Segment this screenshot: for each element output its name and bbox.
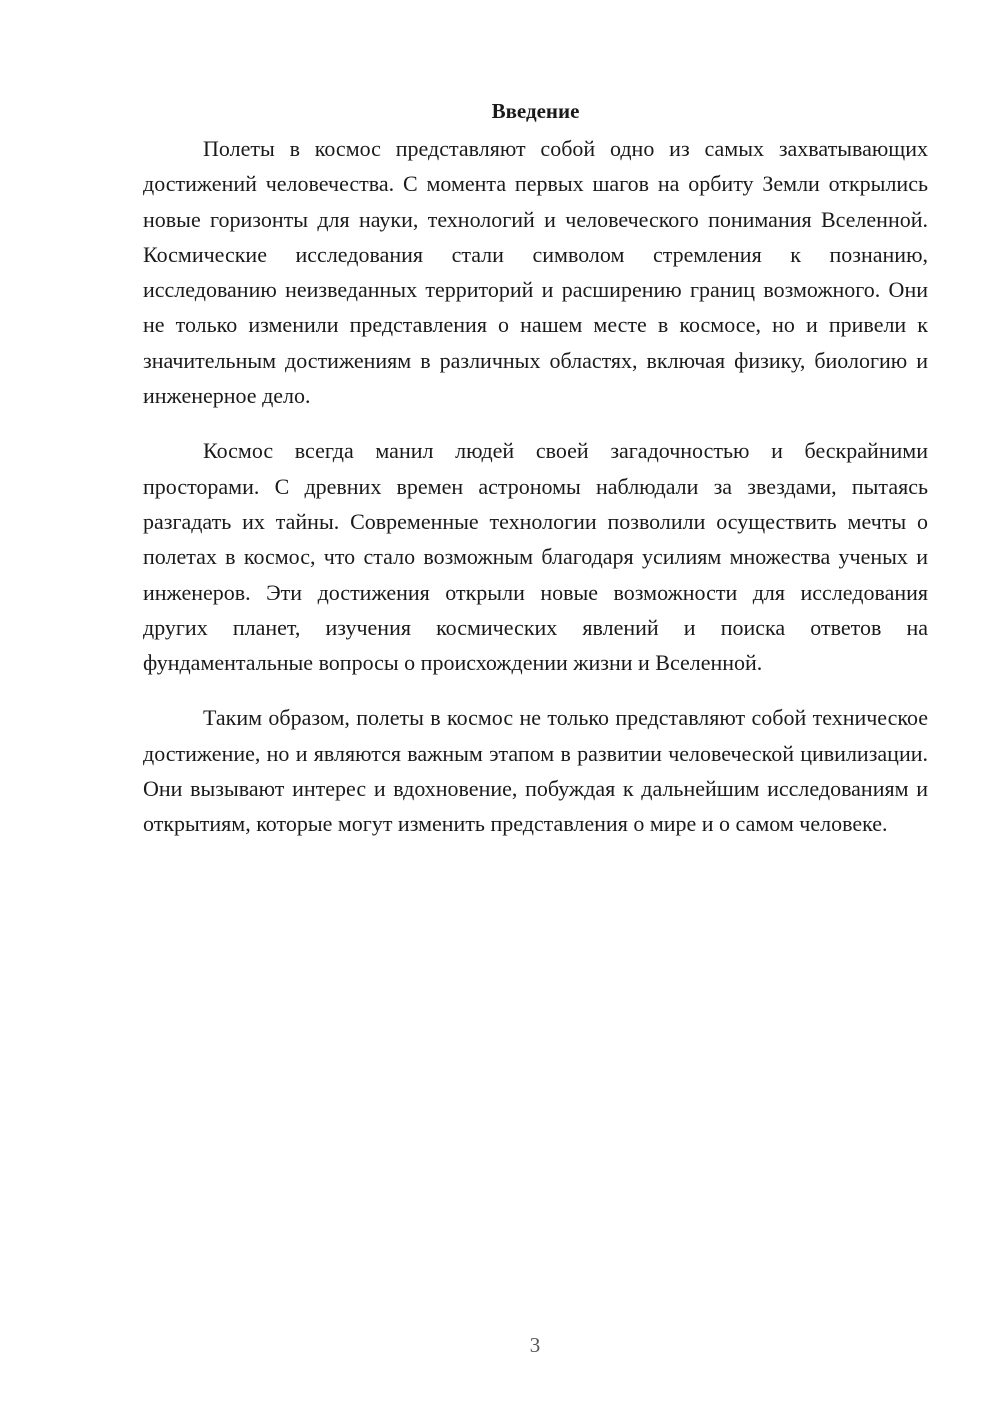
page-content bbox=[143, 96, 928, 862]
paragraph-3: Таким образом, полеты в космос не только представляют собой техническое достижение, но и являются важным этапом в развитии человеческой цивилизации. Они вызывают интерес и вдохновение, побуждая к дальнейшим исследованиям и открытиям, которые могут изменить представления о мире и о самом человеке. bbox=[143, 705, 928, 837]
page-number: 3 bbox=[529, 1333, 541, 1357]
paragraph-1: Полеты в космос представляют собой одно из самых захватывающих достижений человечества. С момента первых шагов на орбиту Земли открылись новые горизонты для науки, технологий и человеческого понимания Вселенной. Космические исследования стали символом стремления к познанию, исследованию неизведанных территорий и расширению границ возможного. Они не только изменили представления о нашем месте в космосе, но и привели к значительным достижениям в различных областях, включая физику, биологию и инженерное дело. bbox=[143, 136, 928, 409]
paragraph-2: Космос всегда манил людей своей загадочностью и бескрайними просторами. С древних времен астрономы наблюдали за звездами, пытаясь разгадать их тайны. Современные технологии позволили осуществить мечты о полетах в космос, что стало возможным благодаря усилиям множества ученых и инженеров. Эти достижения открыли новые возможности для исследования других планет, изучения космических явлений и поиска ответов на фундаментальные вопросы о происхождении жизни и Вселенной. bbox=[143, 438, 928, 676]
section-title: Введение bbox=[491, 99, 580, 123]
